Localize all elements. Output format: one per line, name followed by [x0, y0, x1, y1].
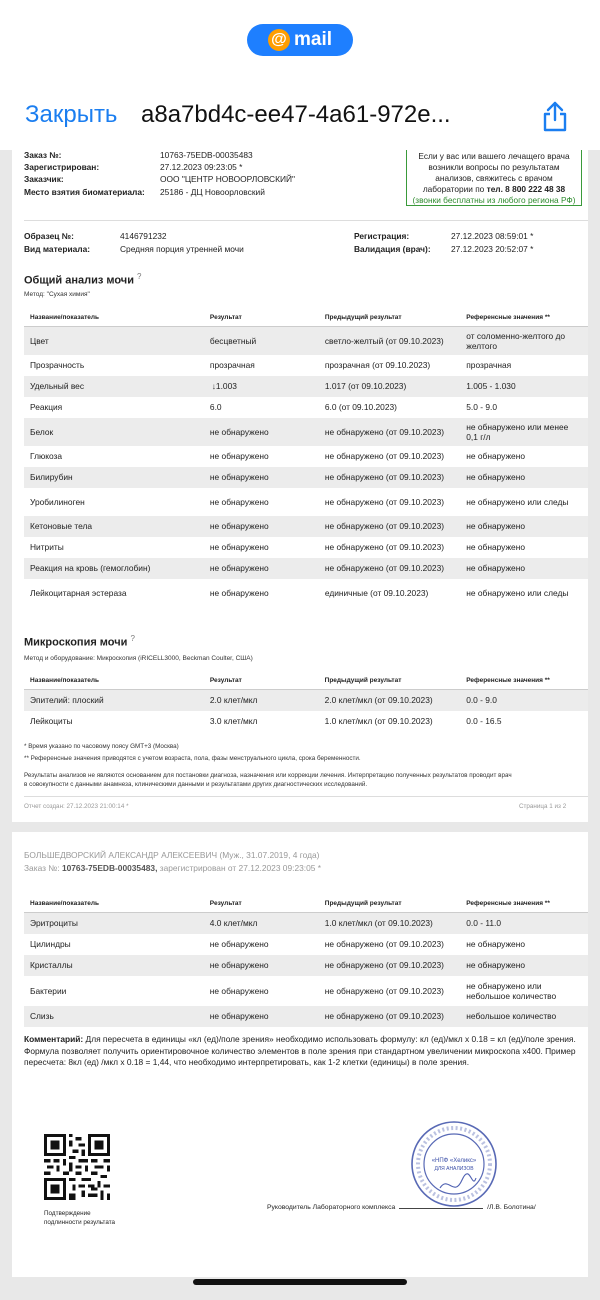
- cell-prev: не обнаружено (от 09.10.2023): [324, 939, 444, 949]
- disclaimer-line: Результаты анализов не являются основанием для постановки диагноза, назначения или коррекции лечения. Интерпретацию полученных результатов проводит врач: [24, 772, 512, 779]
- cell-ref: не обнаружено или следы: [466, 587, 569, 598]
- cell-ref: не обнаружено или небольшое количество: [466, 980, 557, 1001]
- table-row: [24, 418, 588, 446]
- order-info: [24, 863, 321, 873]
- place-value: 25186 - ДЦ Новоорловский: [160, 187, 265, 197]
- qr-caption-line: подлинности результата: [44, 1219, 116, 1226]
- material-label: Вид материала:: [24, 244, 91, 254]
- cell-prev: 2.0 клет/мкл (от 09.10.2023): [319, 690, 461, 711]
- column-header: Референсные значения **: [460, 308, 588, 327]
- table-header: [24, 894, 588, 913]
- cell-name: Реакция: [30, 402, 63, 412]
- table-row: [24, 579, 588, 607]
- registered-value: 27.12.2023 09:23:05 *: [160, 162, 243, 172]
- hotline-box: [406, 150, 582, 206]
- cell-result: не обнаружено: [204, 516, 319, 537]
- comment-text: Для пересчета в единицы «кл (ед)/поле зрения» необходимо использовать формулу: кл (ед)/мкл х 0.18 = кл (ед)/поле зрения. Формула позволяет получить ориентировочное количество элементов в поле зрения при стандартном увеличении микроскопа х400. Пример пересчета: 8кл (ед) /мкл х 0.18 = 1,44, что необходимо интерпретировать, как 1-2 клетки (единицы) в поле зрения.: [24, 1034, 576, 1068]
- cell-prev: не обнаружено (от 09.10.2023): [324, 542, 445, 552]
- time-note: * Время указано по часовому поясу GMT+3 (Москва): [24, 743, 179, 750]
- cell-result: не обнаружено: [209, 985, 269, 996]
- cell-result: [204, 376, 319, 397]
- general-table: [24, 308, 588, 607]
- cell-prev: 6.0 (от 09.10.2023): [324, 402, 397, 412]
- hotline-line: анализов, свяжитесь с врачом: [435, 173, 553, 183]
- table-header: [24, 308, 588, 327]
- cell-prev: прозрачная (от 09.10.2023): [324, 360, 431, 370]
- registered-label: Зарегистрирован:: [24, 162, 100, 172]
- table-row: [24, 711, 588, 732]
- hotline-phone-line: [407, 184, 581, 195]
- column-header: Название/показатель: [24, 308, 204, 327]
- cell-name: Цилиндры: [30, 939, 71, 949]
- cell-ref: 5.0 - 9.0: [466, 402, 497, 412]
- order-suffix: зарегистрирован от 27.12.2023 09:23:05 *: [159, 863, 321, 873]
- cell-prev: не обнаружено (от 09.10.2023): [319, 418, 460, 446]
- cell-result: не обнаружено: [209, 451, 269, 461]
- table-row: [24, 327, 588, 355]
- cell-name: Глюкоза: [30, 451, 63, 461]
- column-header: Результат: [204, 308, 319, 327]
- table-row: [24, 397, 588, 418]
- help-icon[interactable]: ?: [130, 634, 135, 643]
- table-row: [24, 955, 588, 976]
- cell-ref: прозрачная: [466, 360, 512, 370]
- signature-blank: [399, 1208, 483, 1209]
- report-page-1: [12, 150, 588, 822]
- cell-ref: 1.005 - 1.030: [460, 376, 588, 397]
- cell-name: Удельный вес: [24, 376, 204, 397]
- cell-name: Эпителий: плоский: [24, 690, 204, 711]
- cell-result: не обнаружено: [209, 587, 269, 598]
- cell-name: Эритроциты: [24, 913, 204, 934]
- cell-name: Лейкоцитарная эстераза: [30, 587, 127, 598]
- mail-logo-label: mail: [293, 29, 333, 50]
- report-created: Отчет создан: 27.12.2023 21:00:14 *: [24, 803, 129, 810]
- table-row: [24, 690, 588, 711]
- svg-text:ДЛЯ АНАЛИЗОВ: ДЛЯ АНАЛИЗОВ: [434, 1166, 474, 1172]
- order-number: 10763-75EDB-00035483,: [61, 863, 158, 873]
- customer-value: ООО "ЦЕНТР НОВООРЛОВСКИЙ": [160, 174, 295, 184]
- section-title-text: Общий анализ мочи: [24, 274, 134, 287]
- hotline-prefix: лаборатории по: [422, 184, 485, 194]
- cell-ref: не обнаружено: [460, 516, 588, 537]
- cell-prev: не обнаружено (от 09.10.2023): [319, 516, 460, 537]
- cell-ref: не обнаружено: [460, 558, 588, 579]
- material-value: Средняя порция утренней мочи: [120, 244, 244, 254]
- cell-prev: светло-желтый (от 09.10.2023): [319, 327, 460, 355]
- cell-prev: не обнаружено (от 09.10.2023): [319, 467, 460, 488]
- cell-prev: 1.0 клет/мкл (от 09.10.2023): [319, 913, 460, 934]
- cell-prev: не обнаружено (от 09.10.2023): [324, 451, 445, 461]
- order-number: 10763-75EDB-00035483: [160, 150, 253, 160]
- cell-name: Реакция на кровь (гемоглобин): [24, 558, 204, 579]
- top-bar: [0, 0, 600, 150]
- cell-prev: не обнаружено (от 09.10.2023): [319, 558, 460, 579]
- place-label: Место взятия биоматериала:: [24, 187, 145, 197]
- micro-table-continued: [24, 894, 588, 1027]
- column-header: Предыдущий результат: [319, 308, 460, 327]
- hotline-line: возникли вопросы по результатам: [428, 162, 560, 172]
- cell-result-value: 1.003: [215, 381, 237, 391]
- cell-name: Белок: [24, 418, 204, 446]
- disclaimer-line: в совокупности с данными анамнеза, клиническими данными и результатами других диагностических исследований.: [24, 781, 368, 788]
- cell-result: 2.0 клет/мкл: [204, 690, 319, 711]
- column-header: Название/показатель: [24, 671, 204, 690]
- sample-id: 4146791232: [120, 231, 167, 241]
- cell-result: не обнаружено: [204, 418, 319, 446]
- cell-result: не обнаружено: [204, 558, 319, 579]
- cell-result: 6.0: [209, 402, 222, 412]
- table-row: [24, 467, 588, 488]
- divider: [24, 796, 588, 797]
- help-icon[interactable]: ?: [137, 272, 142, 281]
- share-icon[interactable]: [540, 100, 570, 132]
- page-number: Страница 1 из 2: [519, 803, 567, 810]
- table-row: [24, 1006, 588, 1027]
- report-page-2: [12, 832, 588, 1277]
- divider: [24, 220, 588, 221]
- table-row: [24, 976, 588, 1006]
- cell-result: бесцветный: [204, 327, 319, 355]
- cell-ref: не обнаружено или следы: [466, 496, 569, 507]
- cell-name: Билирубин: [24, 467, 204, 488]
- cell-result: не обнаружено: [204, 1006, 319, 1027]
- registration-value: 27.12.2023 08:59:01 *: [451, 231, 534, 241]
- sample-id-label: Образец №:: [24, 231, 74, 241]
- cell-result: прозрачная: [209, 360, 255, 370]
- section-title-text: Микроскопия мочи: [24, 636, 128, 649]
- signer-role: Руководитель Лабораторного комплекса: [267, 1204, 396, 1211]
- column-header: Предыдущий результат: [319, 671, 461, 690]
- qr-code-icon[interactable]: [44, 1134, 110, 1200]
- qr-caption-line: Подтверждение: [44, 1210, 91, 1217]
- home-indicator[interactable]: [193, 1279, 407, 1285]
- table-header: [24, 671, 588, 690]
- cell-result: не обнаружено: [204, 467, 319, 488]
- method-general: Метод: "Сухая химия": [24, 291, 90, 298]
- down-arrow-icon: ↓: [211, 381, 216, 391]
- table-row: [24, 488, 588, 516]
- cell-result: не обнаружено: [204, 955, 319, 976]
- cell-prev: не обнаружено (от 09.10.2023): [324, 985, 444, 996]
- cell-name: Нитриты: [30, 542, 64, 552]
- registration-label: Регистрация:: [354, 231, 410, 241]
- cell-ref: 0.0 - 11.0: [460, 913, 588, 934]
- table-row: [24, 913, 588, 934]
- table-row: [24, 934, 588, 955]
- cell-ref: не обнаружено: [460, 467, 588, 488]
- cell-prev: 1.017 (от 09.10.2023): [319, 376, 460, 397]
- table-row: [24, 516, 588, 537]
- validation-value: 27.12.2023 20:52:07 *: [451, 244, 534, 254]
- hotline-note: (звонки бесплатны из любого региона РФ): [412, 195, 576, 205]
- cell-result: 4.0 клет/мкл: [204, 913, 319, 934]
- cell-ref: 0.0 - 9.0: [460, 690, 588, 711]
- table-row: [24, 446, 588, 467]
- micro-table: [24, 671, 588, 732]
- customer-label: Заказчик:: [24, 174, 64, 184]
- cell-name: Цвет: [24, 327, 204, 355]
- reference-note: ** Референсные значения приводятся с учетом возраста, пола, фазы менструального цикла, срока беременности.: [24, 755, 361, 762]
- column-header: Результат: [204, 671, 319, 690]
- column-header: Результат: [204, 894, 319, 913]
- cell-result: не обнаружено: [209, 939, 269, 949]
- cell-prev: не обнаружено (от 09.10.2023): [319, 1006, 460, 1027]
- disclaimer: [24, 771, 584, 789]
- lab-stamp: [410, 1120, 498, 1208]
- cell-ref: не обнаружено: [466, 939, 525, 949]
- cell-ref: не обнаружено: [466, 451, 526, 461]
- section-title-micro: [24, 634, 135, 649]
- patient-info: БОЛЬШЕДВОРСКИЙ АЛЕКСАНДР АЛЕКСЕЕВИЧ (Муж., 31.07.2019, 4 года): [24, 850, 320, 860]
- column-header: Референсные значения **: [460, 894, 588, 913]
- column-header: Название/показатель: [24, 894, 204, 913]
- cell-ref: от соломенно-желтого до желтого: [460, 327, 588, 355]
- at-icon: @: [268, 29, 290, 51]
- cell-ref: 0.0 - 16.5: [466, 716, 502, 726]
- cell-name: Кетоновые тела: [24, 516, 204, 537]
- cell-name: Уробилиноген: [30, 496, 85, 507]
- column-header: Референсные значения **: [460, 671, 588, 690]
- cell-result: не обнаружено: [209, 496, 269, 507]
- cell-result: 3.0 клет/мкл: [209, 716, 258, 726]
- cell-prev: не обнаружено (от 09.10.2023): [319, 955, 460, 976]
- table-row: [24, 376, 588, 397]
- mail-logo: [247, 24, 353, 56]
- order-number-label: Заказ №:: [24, 150, 62, 160]
- validation-label: Валидация (врач):: [354, 244, 431, 254]
- cell-prev: не обнаружено (от 09.10.2023): [324, 496, 445, 507]
- signer-name: /Л.В. Болотина/: [487, 1204, 536, 1211]
- cell-name: Прозрачность: [30, 360, 85, 370]
- order-prefix: Заказ №:: [24, 863, 60, 873]
- column-header: Предыдущий результат: [319, 894, 460, 913]
- comment-label: Комментарий:: [24, 1034, 84, 1044]
- cell-prev: единичные (от 09.10.2023): [324, 587, 429, 598]
- cell-ref: не обнаружено: [466, 542, 526, 552]
- document-title: a8a7bd4c-ee47-4a61-972e...: [141, 101, 451, 128]
- cell-ref: не обнаружено: [460, 955, 588, 976]
- hotline-phone[interactable]: тел. 8 800 222 48 38: [486, 184, 566, 194]
- cell-name: Слизь: [24, 1006, 204, 1027]
- comment: [24, 1034, 579, 1069]
- table-row: [24, 558, 588, 579]
- cell-result: не обнаружено: [209, 542, 269, 552]
- method-micro: Метод и оборудование: Микроскопия (iRICELL3000, Beckman Coulter, США): [24, 655, 253, 662]
- close-button[interactable]: Закрыть: [25, 101, 118, 128]
- svg-text:«НПФ «Хеликс»: «НПФ «Хеликс»: [431, 1158, 477, 1164]
- qr-caption: [44, 1209, 115, 1227]
- cell-name: Лейкоциты: [30, 716, 73, 726]
- table-row: [24, 355, 588, 376]
- cell-prev: 1.0 клет/мкл (от 09.10.2023): [324, 716, 433, 726]
- cell-name: Бактерии: [30, 985, 67, 996]
- hotline-line: Если у вас или вашего лечащего врача: [418, 151, 570, 161]
- cell-ref: небольшое количество: [460, 1006, 588, 1027]
- cell-ref: не обнаружено или менее 0,1 г/л: [460, 418, 588, 446]
- section-title-general: [24, 272, 141, 287]
- table-row: [24, 537, 588, 558]
- cell-name: Кристаллы: [24, 955, 204, 976]
